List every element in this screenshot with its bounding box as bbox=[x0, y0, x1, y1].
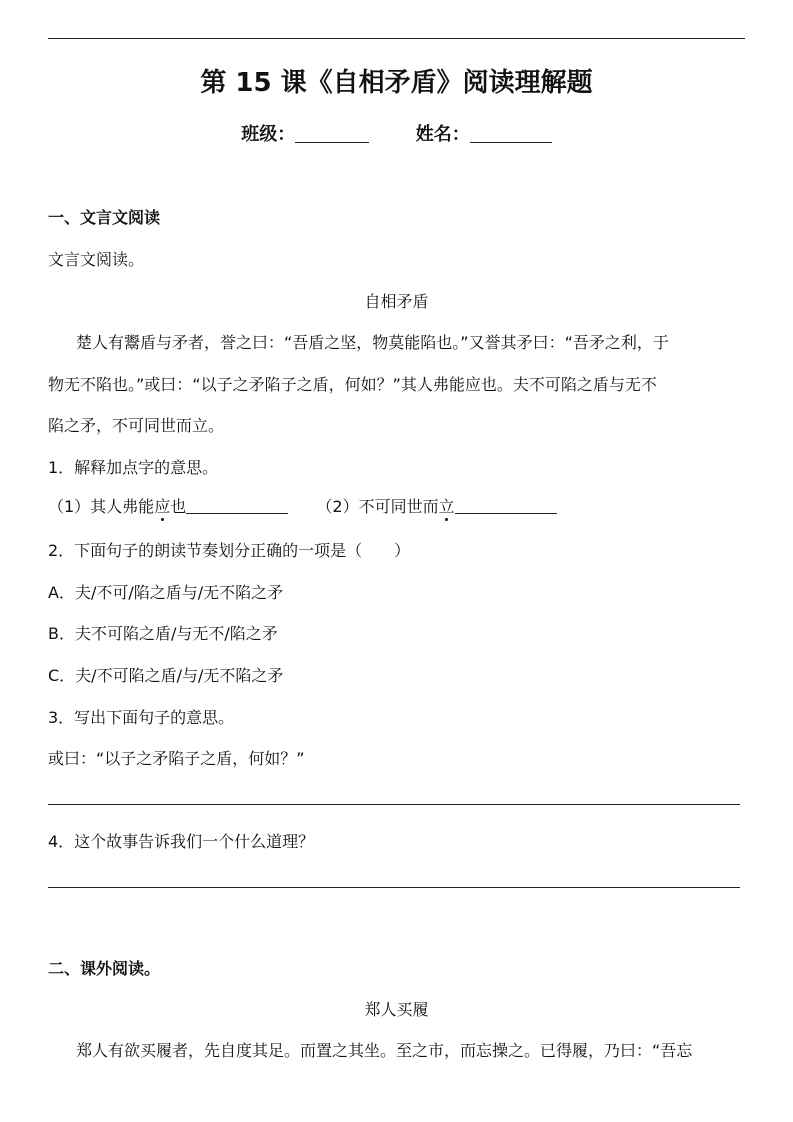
q1-item2-dotted-char: 立 bbox=[438, 497, 455, 516]
q1-item1-suffix: 也 bbox=[170, 497, 187, 516]
name-blank[interactable] bbox=[470, 124, 552, 143]
q2-option-c[interactable]: C．夫/不可陷之盾/与/无不陷之矛 bbox=[48, 666, 284, 685]
top-rule bbox=[48, 38, 745, 39]
question-2: 2．下面句子的朗读节奏划分正确的一项是（ ） bbox=[48, 541, 411, 560]
passage1-line: 物无不陷也。”或曰：“以子之矛陷子之盾，何如？”其人弗能应也。夫不可陷之盾与无不 bbox=[48, 375, 657, 394]
class-label: 班级： bbox=[241, 124, 296, 145]
q3-answer-line[interactable] bbox=[48, 804, 740, 805]
q1-item2-text: （2）不可同世而 bbox=[316, 497, 439, 516]
question-4: 4．这个故事告诉我们一个什么道理？ bbox=[48, 832, 315, 851]
section2-heading: 二、课外阅读。 bbox=[48, 959, 161, 978]
q1-item1-answer-line[interactable] bbox=[186, 497, 288, 514]
passage1-line: 陷之矛，不可同世而立。 bbox=[48, 416, 225, 435]
question-3: 3．写出下面句子的意思。 bbox=[48, 708, 235, 727]
passage2-title: 郑人买履 bbox=[364, 1000, 429, 1019]
section1-heading: 一、文言文阅读 bbox=[48, 208, 161, 227]
question-1: 1．解释加点字的意思。 bbox=[48, 458, 219, 477]
q1-item1-dotted-char: 应 bbox=[154, 497, 171, 516]
student-info bbox=[0, 120, 793, 146]
class-blank[interactable] bbox=[295, 124, 369, 143]
q2-option-a[interactable]: A．夫/不可/陷之盾与/无不陷之矛 bbox=[48, 583, 284, 602]
question-1-items bbox=[48, 494, 557, 517]
q3-sentence: 或曰：“以子之矛陷子之盾，何如？” bbox=[48, 749, 305, 768]
q4-answer-line[interactable] bbox=[48, 887, 740, 888]
passage1-line: 楚人有鬻盾与矛者，誉之曰：“吾盾之坚，物莫能陷也。”又誉其矛曰：“吾矛之利，于 bbox=[76, 333, 669, 352]
passage1-title: 自相矛盾 bbox=[364, 292, 429, 311]
page-title: 第 15 课《自相矛盾》阅读理解题 bbox=[200, 68, 593, 98]
q2-option-b[interactable]: B．夫不可陷之盾/与无不/陷之矛 bbox=[48, 624, 278, 643]
passage2-line: 郑人有欲买履者，先自度其足。而置之其坐。至之市，而忘操之。已得履，乃曰：“吾忘 bbox=[76, 1041, 693, 1060]
q1-item1-text: （1）其人弗能 bbox=[48, 497, 155, 516]
q1-item2-answer-line[interactable] bbox=[455, 497, 557, 514]
section1-intro: 文言文阅读。 bbox=[48, 250, 145, 269]
name-label: 姓名： bbox=[415, 124, 470, 145]
